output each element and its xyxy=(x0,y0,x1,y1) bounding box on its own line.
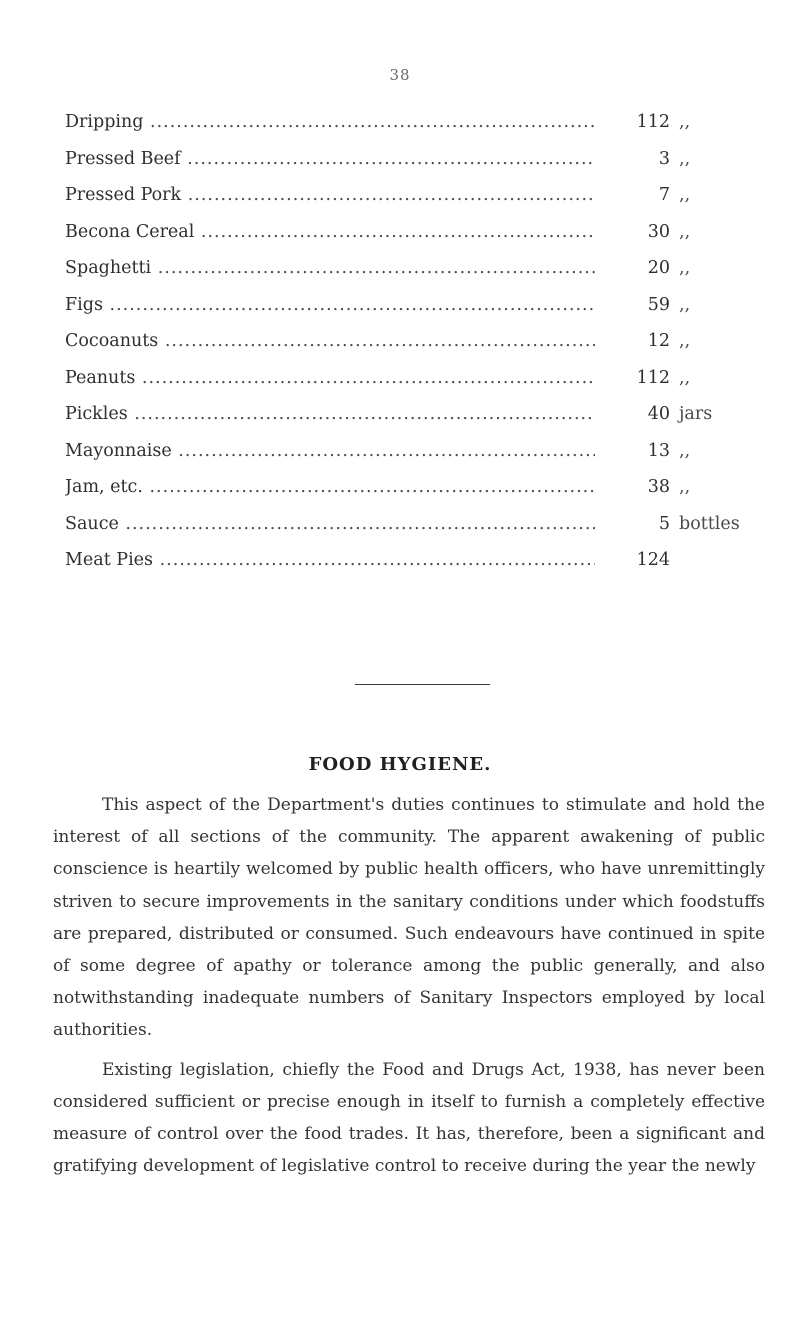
item-unit: ,, xyxy=(679,367,691,388)
item-name: Cocoanuts ..... xyxy=(65,323,595,360)
item-name: Spaghetti ..... xyxy=(65,250,595,287)
list-item xyxy=(65,214,765,251)
page-number: 38 xyxy=(389,66,411,84)
item-unit: ,, xyxy=(679,185,691,205)
item-name: Pickles ..... xyxy=(65,396,595,433)
item-unit: ,, xyxy=(679,112,691,132)
list-item xyxy=(65,323,765,360)
item-unit: ,, xyxy=(679,148,691,169)
item-quantity: 112 xyxy=(636,367,670,388)
item-quantity: 12 xyxy=(647,331,670,351)
item-unit: ,, xyxy=(679,221,691,242)
item-unit: ,, xyxy=(679,258,691,278)
list-item xyxy=(65,177,765,214)
list-item xyxy=(65,360,765,397)
item-name: Meat Pies ..... xyxy=(65,542,595,579)
item-list xyxy=(65,104,765,579)
paragraph: This aspect of the Department's duties continues to stimulate and hold the interest of all sections of the community. The apparent awakening of public conscience is heartily welcomed by public health officers, who have unremittingly striven to secure improvements in the sanitary conditions under which foodstuffs are prepared, distributed or consumed. Such endeavours have continued in spite of some degree of apathy or tolerance among the public generally, and also notwithstanding inadequate numbers of Sanitary Inspectors employed by local authorities. xyxy=(53,795,765,1041)
item-quantity: 5 xyxy=(658,513,670,534)
item-quantity: 124 xyxy=(636,550,670,570)
item-name: Sauce ..... xyxy=(65,506,595,543)
item-name: Becona Cereal ..... xyxy=(65,214,595,251)
item-quantity: 40 xyxy=(647,404,670,424)
list-item xyxy=(65,104,765,141)
list-item xyxy=(65,506,765,543)
item-quantity: 20 xyxy=(647,258,670,278)
item-unit: ,, xyxy=(679,331,691,351)
list-item xyxy=(65,250,765,287)
item-unit: jars xyxy=(679,404,713,424)
item-name: Pressed Pork ..... xyxy=(65,177,595,214)
item-quantity: 112 xyxy=(636,112,670,132)
item-quantity: 7 xyxy=(658,185,670,205)
item-quantity: 3 xyxy=(658,148,670,169)
list-item xyxy=(65,287,765,324)
item-name: Mayonnaise ..... xyxy=(65,433,595,470)
paragraph: Existing legislation, chiefly the Food and Drugs Act, 1938, has never been considered sufficient or precise enough in itself to furnish a completely effective measure of control over the food trades. It has, therefore, been a significant and gratifying development of legislative control to receive during the year the newly xyxy=(53,1059,765,1177)
list-item xyxy=(65,542,765,579)
item-unit: ,, xyxy=(679,477,691,497)
list-item xyxy=(65,141,765,178)
item-name: Jam, etc. ..... xyxy=(65,469,595,506)
item-unit: ,, xyxy=(679,440,691,461)
item-quantity: 59 xyxy=(647,294,670,315)
item-quantity: 38 xyxy=(647,477,670,497)
list-item xyxy=(65,469,765,506)
item-quantity: 30 xyxy=(647,221,670,242)
item-name: Dripping ..... xyxy=(65,104,595,141)
section-heading: FOOD HYGIENE. xyxy=(308,754,492,775)
item-unit: ,, xyxy=(679,294,691,315)
item-name: Peanuts ..... xyxy=(65,360,595,397)
section-divider xyxy=(355,684,490,685)
list-item xyxy=(65,396,765,433)
item-name: Pressed Beef ..... xyxy=(65,141,595,178)
item-quantity: 13 xyxy=(647,440,670,461)
item-name: Figs ..... xyxy=(65,287,595,324)
section-body xyxy=(53,789,765,1189)
list-item xyxy=(65,433,765,470)
item-unit: bottles xyxy=(679,513,740,534)
